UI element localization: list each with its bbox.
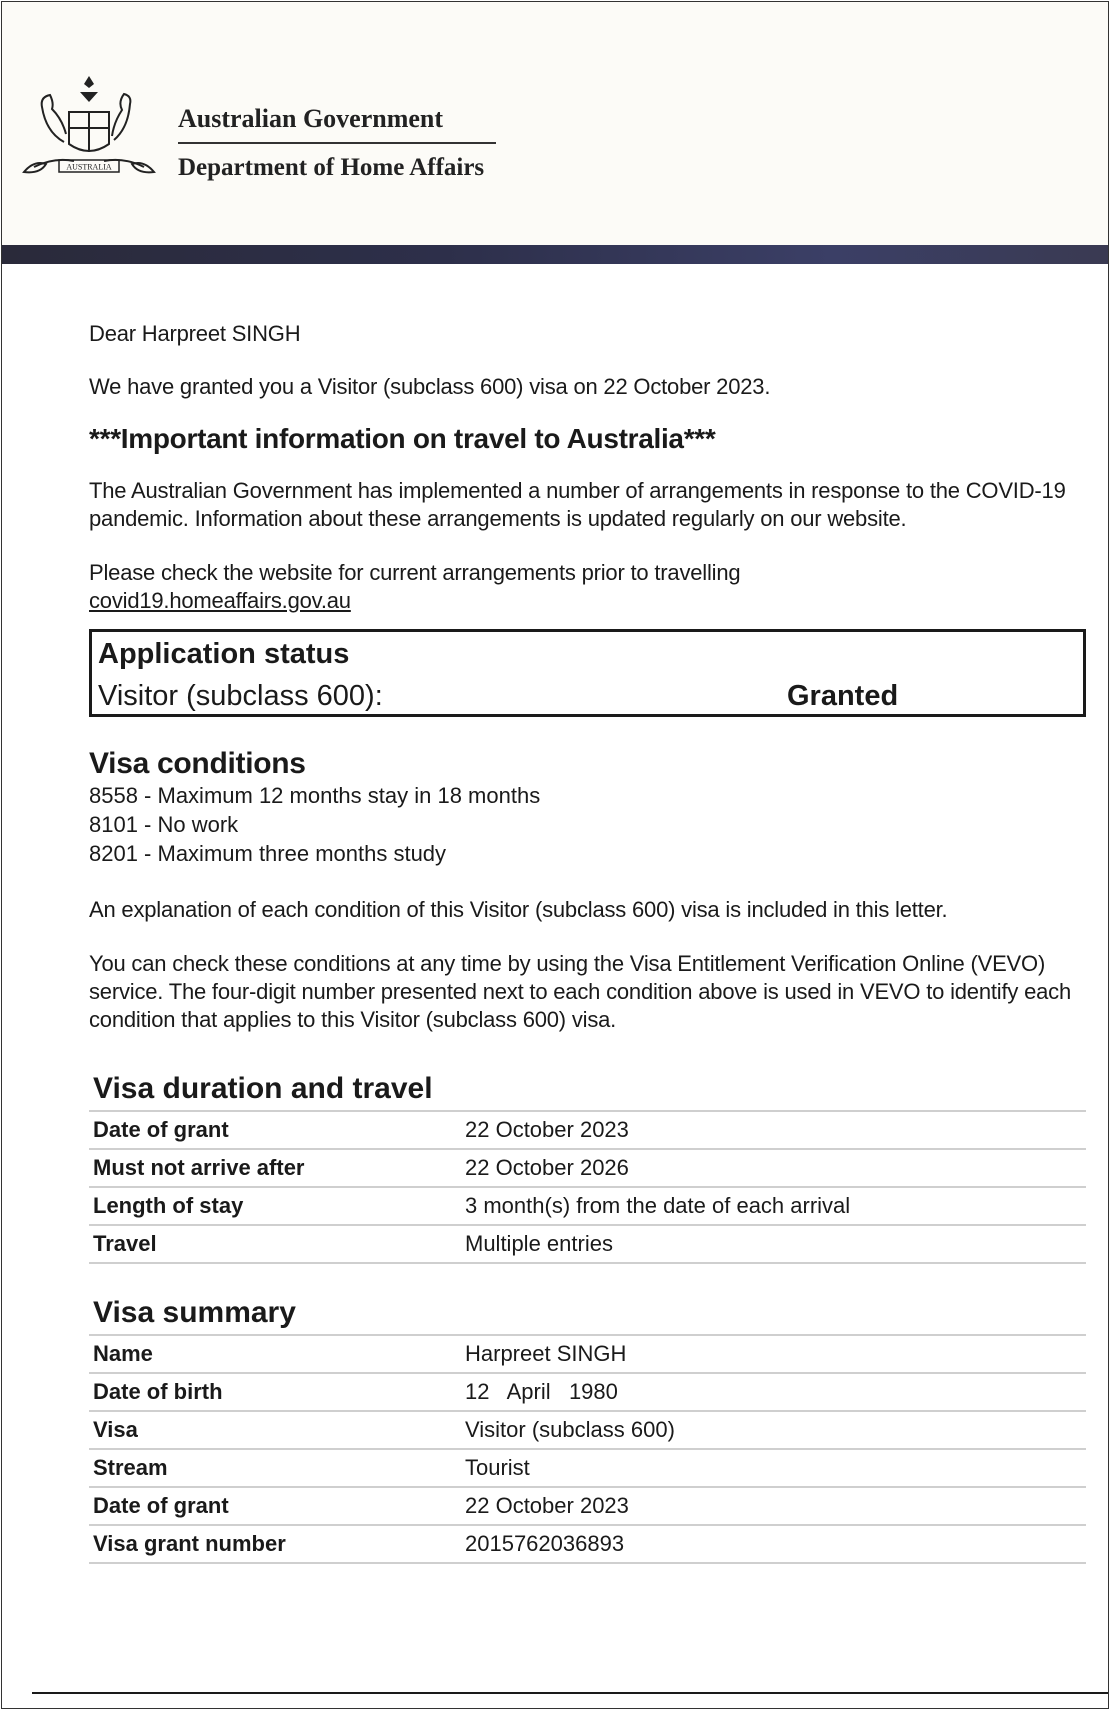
government-name: Australian Government bbox=[178, 104, 444, 133]
table-row bbox=[89, 1487, 1086, 1525]
application-status-label: Visitor (subclass 600): bbox=[98, 680, 383, 712]
row-value: 3 month(s) from the date of each arrival bbox=[461, 1187, 1086, 1225]
letter-header bbox=[2, 2, 1108, 245]
table-row bbox=[89, 1525, 1086, 1563]
row-value: 22 October 2023 bbox=[461, 1487, 1086, 1525]
table-row bbox=[89, 1187, 1086, 1225]
covid-paragraph: The Australian Government has implemented a number of arrangements in response to the COVID-19 pandemic. Information about these arrangements is updated regularly on our website. bbox=[89, 478, 1066, 531]
row-value: 22 October 2026 bbox=[461, 1149, 1086, 1187]
visa-summary-title: Visa summary bbox=[93, 1296, 296, 1329]
row-label: Name bbox=[89, 1335, 461, 1373]
table-row bbox=[89, 1225, 1086, 1263]
table-row bbox=[89, 1111, 1086, 1149]
table-row bbox=[89, 1373, 1086, 1411]
row-label: Travel bbox=[89, 1225, 461, 1263]
visa-grant-letter bbox=[1, 1, 1109, 1709]
row-value: 12 April 1980 bbox=[461, 1373, 1086, 1411]
row-value: 2015762036893 bbox=[461, 1525, 1086, 1563]
covid-website-link[interactable]: covid19.homeaffairs.gov.au bbox=[89, 588, 351, 613]
check-website-line: Please check the website for current arrangements prior to travelling bbox=[89, 560, 741, 585]
header-band bbox=[2, 245, 1108, 264]
condition-item: 8558 - Maximum 12 months stay in 18 months bbox=[89, 783, 541, 808]
row-label: Date of grant bbox=[89, 1487, 461, 1525]
greeting: Dear Harpreet SINGH bbox=[89, 321, 301, 346]
row-value: Visitor (subclass 600) bbox=[461, 1411, 1086, 1449]
row-label: Must not arrive after bbox=[89, 1149, 461, 1187]
application-status-value: Granted bbox=[787, 680, 899, 712]
letter-body bbox=[89, 320, 1084, 1564]
row-label: Date of birth bbox=[89, 1373, 461, 1411]
row-label: Visa bbox=[89, 1411, 461, 1449]
row-label: Length of stay bbox=[89, 1187, 461, 1225]
visa-conditions-title: Visa conditions bbox=[89, 747, 306, 780]
visa-summary-section bbox=[89, 1296, 1084, 1564]
coat-of-arms-icon bbox=[14, 72, 164, 187]
svg-text:AUSTRALIA: AUSTRALIA bbox=[66, 162, 112, 172]
visa-duration-table bbox=[89, 1110, 1086, 1264]
row-label: Date of grant bbox=[89, 1111, 461, 1149]
table-row bbox=[89, 1149, 1086, 1187]
table-row bbox=[89, 1411, 1086, 1449]
conditions-explanation: An explanation of each condition of this Visitor (subclass 600) visa is included in this letter. bbox=[89, 897, 948, 922]
row-value: Harpreet SINGH bbox=[461, 1335, 1086, 1373]
row-value: Tourist bbox=[461, 1449, 1086, 1487]
visa-duration-section bbox=[89, 1072, 1084, 1264]
visa-duration-title: Visa duration and travel bbox=[93, 1072, 433, 1105]
row-label: Stream bbox=[89, 1449, 461, 1487]
table-row bbox=[89, 1449, 1086, 1487]
row-label: Visa grant number bbox=[89, 1525, 461, 1563]
condition-item: 8101 - No work bbox=[89, 812, 239, 837]
visa-summary-table bbox=[89, 1334, 1086, 1564]
important-heading: ***Important information on travel to Australia*** bbox=[89, 423, 716, 454]
footer-divider bbox=[32, 1692, 1108, 1694]
application-status-box bbox=[89, 629, 1086, 717]
application-status-title: Application status bbox=[98, 638, 350, 670]
row-value: 22 October 2023 bbox=[461, 1111, 1086, 1149]
department-name: Department of Home Affairs bbox=[178, 154, 485, 181]
vevo-paragraph: You can check these conditions at any time by using the Visa Entitlement Verification Online (VEVO) service. The four-digit number presented next to each condition above is used in VEVO to identify each condition that applies to this Visitor (subclass 600) visa. bbox=[89, 951, 1071, 1032]
row-value: Multiple entries bbox=[461, 1225, 1086, 1263]
visa-conditions bbox=[89, 747, 1084, 868]
header-divider bbox=[178, 142, 496, 144]
condition-item: 8201 - Maximum three months study bbox=[89, 841, 447, 866]
table-row bbox=[89, 1335, 1086, 1373]
grant-statement: We have granted you a Visitor (subclass 600) visa on 22 October 2023. bbox=[89, 374, 771, 399]
